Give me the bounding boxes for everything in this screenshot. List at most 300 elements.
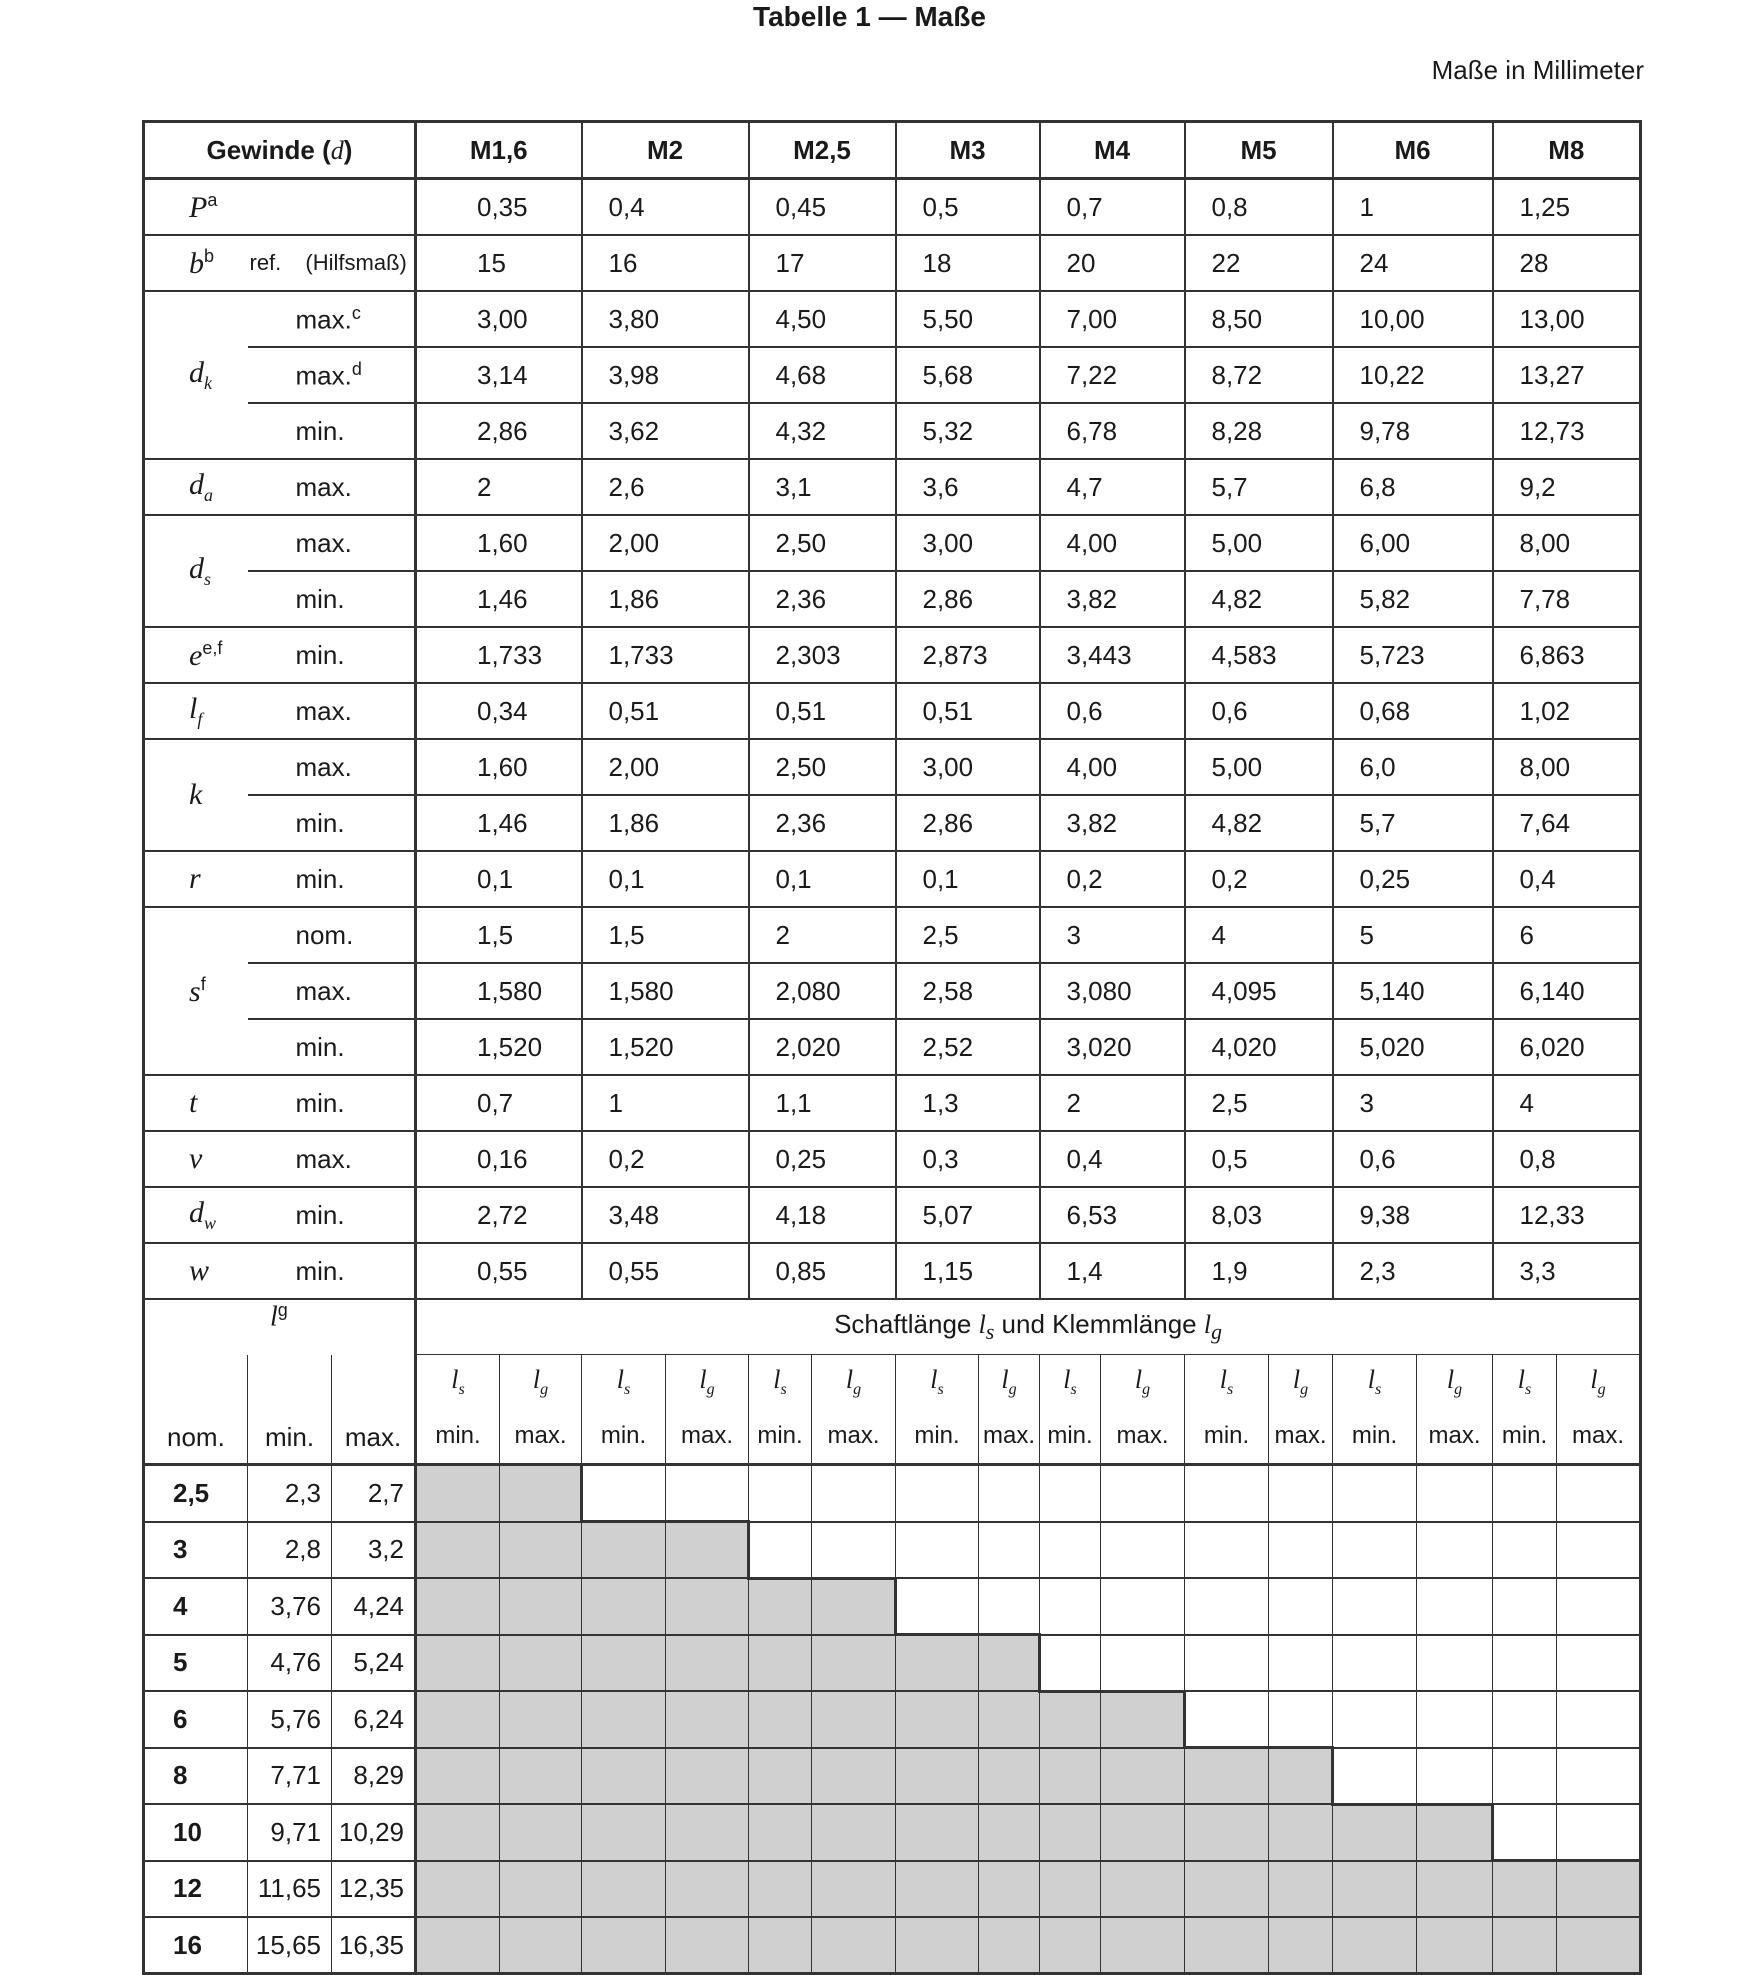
dimension-row	[144, 1131, 1641, 1187]
value-cell: 1,733	[582, 627, 749, 683]
shaded-cell	[749, 1748, 812, 1805]
shaded-cell	[1040, 1917, 1101, 1974]
shaded-cell	[666, 1522, 749, 1579]
value-cell: 13,27	[1519, 359, 1585, 390]
empty-cell	[1493, 1748, 1557, 1805]
shaded-cell	[749, 1578, 812, 1635]
value-cell: 1,5	[582, 907, 749, 963]
value-cell: 7,64	[1519, 807, 1571, 838]
value-cell: 2,080	[749, 963, 896, 1019]
symbol: P	[189, 190, 208, 224]
value-cell: 0,2	[1040, 851, 1185, 907]
shaded-cell	[416, 1917, 500, 1974]
empty-cell	[1417, 1635, 1493, 1692]
symbol-cell	[144, 179, 248, 236]
dimension-row	[144, 515, 1641, 571]
value-cell: 3,00	[896, 739, 1040, 795]
qualifier-cell	[248, 515, 416, 571]
lg-symbol: l	[699, 1365, 707, 1395]
qualifier-cell	[248, 963, 416, 1019]
qualifier-cell	[248, 627, 416, 683]
size-header: M5	[1185, 122, 1333, 179]
value-cell: 1,1	[749, 1075, 896, 1131]
ls-subscript: s	[624, 1381, 631, 1399]
qualifier-cell	[248, 235, 416, 291]
shaded-cell	[1185, 1861, 1269, 1918]
shaded-cell	[416, 1465, 500, 1522]
empty-cell	[1333, 1635, 1417, 1692]
value-cell: 6,020	[1519, 1031, 1585, 1062]
ls-min-label: min.	[416, 1409, 500, 1465]
shaded-cell	[979, 1748, 1040, 1805]
value-cell: 5,020	[1333, 1019, 1493, 1075]
value-cell: 6,0	[1333, 739, 1493, 795]
shaded-cell	[812, 1748, 896, 1805]
shaded-cell	[666, 1635, 749, 1692]
value-cell: 7,22	[1040, 347, 1185, 403]
value-cell: 1,520	[416, 1019, 582, 1075]
length-nom: 8	[173, 1760, 188, 1791]
empty-cell	[1101, 1635, 1185, 1692]
value-cell: 4	[1519, 1087, 1534, 1118]
shaded-cell	[416, 1804, 500, 1861]
value-cell: 2,020	[749, 1019, 896, 1075]
value-cell: 9,78	[1333, 403, 1493, 459]
lg-column-header	[500, 1355, 582, 1410]
value-cell: 3	[1040, 907, 1185, 963]
qualifier-superscript: d	[351, 358, 362, 379]
lg-symbol: l	[1292, 1365, 1301, 1395]
shaded-cell	[749, 1861, 812, 1918]
empty-cell	[1493, 1522, 1557, 1579]
lg-max-label: max.	[812, 1409, 896, 1465]
lg-column-header	[1417, 1355, 1493, 1410]
value-cell: 2	[1040, 1075, 1185, 1131]
length-max: 16,35	[332, 1917, 416, 1974]
length-max: 12,35	[332, 1861, 416, 1918]
value-cell: 0,7	[416, 1075, 582, 1131]
lg-symbol: l	[1446, 1365, 1455, 1395]
value-cell: 12,73	[1519, 415, 1585, 446]
qualifier: min.	[295, 1199, 345, 1230]
ls-symbol: l	[1367, 1365, 1375, 1395]
qualifier: min.	[295, 807, 345, 838]
lg-max-label: max.	[666, 1409, 749, 1465]
value-cell: 6	[1519, 919, 1534, 950]
qualifier-cell	[248, 739, 416, 795]
shaded-cell	[896, 1635, 979, 1692]
value-cell: 3,48	[582, 1187, 749, 1243]
lg-column-header	[1101, 1355, 1185, 1410]
lg-symbol: l	[1590, 1365, 1598, 1395]
symbol: t	[189, 1086, 198, 1119]
shaded-cell	[812, 1917, 896, 1974]
shaded-cell	[500, 1635, 582, 1692]
value-cell: 2,36	[749, 795, 896, 851]
shaded-cell	[1040, 1691, 1101, 1748]
shaded-cell	[666, 1804, 749, 1861]
shaded-cell	[582, 1917, 666, 1974]
length-min: 2,3	[248, 1465, 332, 1522]
dimension-row	[144, 403, 1641, 459]
value-cell: 0,2	[1185, 851, 1333, 907]
qualifier: min.	[295, 1087, 345, 1118]
value-cell: 3,443	[1040, 627, 1185, 683]
value-cell: 1,60	[416, 515, 582, 571]
value-cell: 3,3	[1519, 1255, 1556, 1286]
dimension-row	[144, 739, 1641, 795]
symbol: d	[189, 552, 204, 585]
ls-min-label: min.	[1493, 1409, 1557, 1465]
value-cell: 2,00	[582, 515, 749, 571]
value-cell: 0,45	[749, 179, 896, 236]
span-title-mid: und Klemmlänge	[994, 1308, 1204, 1339]
shaded-cell	[582, 1635, 666, 1692]
value-cell: 8,00	[1519, 527, 1571, 558]
dimension-row	[144, 963, 1641, 1019]
ls-symbol: l	[451, 1365, 459, 1395]
value-cell: 28	[1519, 247, 1549, 278]
length-min: 2,8	[248, 1522, 332, 1579]
symbol-cell	[144, 1075, 248, 1131]
gewinde-header	[144, 122, 416, 179]
empty-cell	[1333, 1578, 1417, 1635]
value-cell: 6,863	[1519, 639, 1585, 670]
qualifier: min.	[295, 583, 345, 614]
empty-cell	[1185, 1691, 1269, 1748]
value-cell: 8,50	[1185, 291, 1333, 347]
qualifier-cell	[248, 907, 416, 963]
ls-subscript: s	[1227, 1381, 1234, 1399]
shaded-cell	[1101, 1748, 1185, 1805]
empty-cell	[582, 1465, 666, 1522]
shaded-cell	[1333, 1804, 1417, 1861]
value-cell: 1,4	[1040, 1243, 1185, 1299]
length-header-row	[144, 1299, 1641, 1355]
dimension-row	[144, 1019, 1641, 1075]
shaded-cell	[500, 1804, 582, 1861]
shaded-cell	[1269, 1861, 1333, 1918]
shaded-cell	[979, 1861, 1040, 1918]
value-cell: 1,46	[416, 795, 582, 851]
value-cell: 3,14	[416, 347, 582, 403]
value-cell: 6,8	[1333, 459, 1493, 515]
value-cell: 4,68	[749, 347, 896, 403]
shaded-cell	[1185, 1917, 1269, 1974]
shaded-cell	[1269, 1748, 1333, 1805]
shaded-cell	[979, 1804, 1040, 1861]
symbol: d	[189, 1196, 204, 1229]
shaded-cell	[582, 1804, 666, 1861]
shaded-cell	[416, 1748, 500, 1805]
value-cell: 0,55	[582, 1243, 749, 1299]
length-row	[144, 1804, 1641, 1861]
qualifier: min.	[295, 639, 345, 670]
qualifier: max.	[295, 471, 352, 502]
value-cell: 0,1	[749, 851, 896, 907]
empty-cell	[1493, 1804, 1557, 1861]
shaded-cell	[500, 1861, 582, 1918]
value-cell: 2,3	[1333, 1243, 1493, 1299]
qualifier-cell	[248, 347, 416, 403]
value-cell: 0,4	[1040, 1131, 1185, 1187]
qualifier: max.	[295, 304, 352, 335]
dimension-row	[144, 179, 1641, 236]
shaded-cell	[666, 1748, 749, 1805]
shaded-cell	[500, 1578, 582, 1635]
shaded-cell	[666, 1861, 749, 1918]
span-title-text: Schaftlänge	[834, 1308, 979, 1339]
length-row	[144, 1465, 1641, 1522]
qualifier: max.	[295, 695, 352, 726]
ls-min-label: min.	[1333, 1409, 1417, 1465]
length-row	[144, 1635, 1641, 1692]
shaded-cell	[416, 1691, 500, 1748]
length-row	[144, 1691, 1641, 1748]
shaded-cell	[582, 1578, 666, 1635]
symbol-subscript: a	[204, 485, 213, 505]
symbol-cell	[144, 291, 248, 459]
lg-column-header	[979, 1355, 1040, 1410]
empty-cell	[666, 1465, 749, 1522]
qualifier: min.	[295, 1255, 345, 1286]
gewinde-variable: d	[330, 135, 344, 165]
dimensions-table	[142, 120, 1642, 1975]
value-cell: 2,303	[749, 627, 896, 683]
value-cell: 9,2	[1519, 471, 1556, 502]
lg-symbol: l	[1001, 1365, 1009, 1395]
qualifier: max.	[295, 751, 352, 782]
value-cell: 1,86	[582, 795, 749, 851]
qualifier-superscript: c	[351, 302, 361, 323]
empty-cell	[979, 1578, 1040, 1635]
ls-symbol: l	[773, 1365, 781, 1395]
symbol: r	[189, 862, 201, 895]
value-cell: 2,50	[749, 515, 896, 571]
lg-subscript: g	[1008, 1381, 1017, 1399]
shaded-cell	[1333, 1861, 1417, 1918]
value-cell: 3,82	[1040, 795, 1185, 851]
value-cell: 1,15	[896, 1243, 1040, 1299]
shaded-cell	[896, 1748, 979, 1805]
shaded-cell	[979, 1635, 1040, 1692]
value-cell: 5,00	[1185, 515, 1333, 571]
shaded-cell	[1493, 1917, 1557, 1974]
value-cell: 1,25	[1519, 191, 1571, 222]
empty-cell	[1269, 1578, 1333, 1635]
shaded-cell	[1101, 1804, 1185, 1861]
value-cell: 0,35	[416, 179, 582, 236]
value-cell: 4,7	[1040, 459, 1185, 515]
length-nom: 3	[173, 1534, 188, 1565]
shaded-cell	[749, 1635, 812, 1692]
value-cell: 0,4	[1519, 863, 1556, 894]
symbol-subscript: f	[197, 709, 203, 729]
value-cell: 0,2	[582, 1131, 749, 1187]
value-cell: 2,873	[896, 627, 1040, 683]
ls-subscript: s	[458, 1381, 465, 1399]
symbol-cell	[144, 739, 248, 851]
min-header: min.	[248, 1355, 332, 1465]
dimension-row	[144, 291, 1641, 347]
value-cell: 6,78	[1040, 403, 1185, 459]
empty-cell	[1185, 1578, 1269, 1635]
empty-cell	[1557, 1804, 1641, 1861]
value-cell: 4,00	[1040, 515, 1185, 571]
empty-cell	[1557, 1635, 1641, 1692]
symbol-cell	[144, 907, 248, 1075]
shaded-cell	[1101, 1861, 1185, 1918]
value-cell: 3,020	[1040, 1019, 1185, 1075]
ls-column-header	[416, 1355, 500, 1410]
value-cell: 3	[1333, 1075, 1493, 1131]
dimension-row	[144, 851, 1641, 907]
shaded-cell	[500, 1748, 582, 1805]
ls-subscript: s	[1070, 1381, 1077, 1399]
empty-cell	[749, 1465, 812, 1522]
value-cell: 0,1	[582, 851, 749, 907]
value-cell: 0,8	[1519, 1143, 1556, 1174]
value-cell: 7,00	[1040, 291, 1185, 347]
dimension-row	[144, 235, 1641, 291]
lg-subscript: g	[1142, 1381, 1151, 1399]
symbol-superscript: a	[207, 189, 218, 210]
value-cell: 2,36	[749, 571, 896, 627]
symbol: e	[189, 638, 203, 672]
size-header: M6	[1333, 122, 1493, 179]
shaded-cell	[1493, 1861, 1557, 1918]
shaded-cell	[896, 1691, 979, 1748]
shaded-cell	[812, 1635, 896, 1692]
empty-cell	[1185, 1522, 1269, 1579]
qualifier-cell	[248, 179, 416, 236]
empty-cell	[1040, 1522, 1101, 1579]
value-cell: 1,60	[416, 739, 582, 795]
shaded-cell	[1101, 1917, 1185, 1974]
empty-cell	[1269, 1465, 1333, 1522]
lg-max-label: max.	[1557, 1409, 1641, 1465]
shaded-cell	[416, 1635, 500, 1692]
length-span-title	[416, 1299, 1641, 1355]
lg-max-label: max.	[1269, 1409, 1333, 1465]
length-min: 9,71	[248, 1804, 332, 1861]
empty-cell	[1557, 1578, 1641, 1635]
shaded-cell	[749, 1691, 812, 1748]
value-cell: 13,00	[1519, 303, 1585, 334]
shaded-cell	[1417, 1861, 1493, 1918]
dimension-row	[144, 1075, 1641, 1131]
value-cell: 4,020	[1185, 1019, 1333, 1075]
empty-cell	[1040, 1578, 1101, 1635]
value-cell: 8,72	[1185, 347, 1333, 403]
value-cell: 5,07	[896, 1187, 1040, 1243]
lg-max-label: max.	[979, 1409, 1040, 1465]
qualifier-cell	[248, 291, 416, 347]
length-min: 4,76	[248, 1635, 332, 1692]
ls-symbol: l	[1219, 1365, 1227, 1395]
shaded-cell	[1269, 1804, 1333, 1861]
symbol: l	[189, 692, 198, 725]
value-cell: 0,6	[1185, 683, 1333, 739]
length-max: 3,2	[332, 1522, 416, 1579]
empty-cell	[1493, 1465, 1557, 1522]
lg-symbol: l	[532, 1365, 541, 1395]
qualifier: max.	[295, 975, 352, 1006]
empty-cell	[1557, 1522, 1641, 1579]
ls-symbol: l	[930, 1365, 938, 1395]
ls-min-label: min.	[1040, 1409, 1101, 1465]
empty-cell	[1557, 1691, 1641, 1748]
value-cell: 8,03	[1185, 1187, 1333, 1243]
shaded-cell	[1417, 1804, 1493, 1861]
value-cell: 3,98	[582, 347, 749, 403]
shaded-cell	[979, 1691, 1040, 1748]
length-max: 4,24	[332, 1578, 416, 1635]
shaded-cell	[812, 1691, 896, 1748]
lg-symbol: l	[845, 1365, 854, 1395]
value-cell: 24	[1333, 235, 1493, 291]
lg-subscript: g	[1211, 1320, 1222, 1345]
dimension-row	[144, 627, 1641, 683]
length-max: 8,29	[332, 1748, 416, 1805]
qualifier-note: (Hilfsmaß)	[305, 250, 407, 275]
value-cell: 0,68	[1333, 683, 1493, 739]
ls-column-header	[1040, 1355, 1101, 1410]
symbol-cell	[144, 627, 248, 683]
symbol-superscript: b	[204, 245, 215, 266]
header-row	[144, 122, 1641, 179]
qualifier-cell	[248, 571, 416, 627]
length-row	[144, 1917, 1641, 1974]
shaded-cell	[812, 1861, 896, 1918]
value-cell: 2	[416, 459, 582, 515]
value-cell: 10,00	[1333, 291, 1493, 347]
lg-subscript: g	[1454, 1381, 1463, 1399]
value-cell: 5,50	[896, 291, 1040, 347]
length-max: 6,24	[332, 1691, 416, 1748]
qualifier-cell	[248, 851, 416, 907]
ls-subscript: s	[1525, 1381, 1532, 1399]
lg-column-header	[1557, 1355, 1641, 1410]
length-max: 5,24	[332, 1635, 416, 1692]
value-cell: 0,16	[416, 1131, 582, 1187]
qualifier-cell	[248, 459, 416, 515]
shaded-cell	[666, 1578, 749, 1635]
lg-symbol: l	[1134, 1365, 1143, 1395]
shaded-cell	[896, 1917, 979, 1974]
symbol-cell	[144, 515, 248, 627]
shaded-cell	[582, 1691, 666, 1748]
dimension-row	[144, 1243, 1641, 1299]
symbol-cell	[144, 1131, 248, 1187]
symbol-subscript: k	[204, 373, 212, 393]
symbol: k	[189, 778, 203, 811]
length-max: 10,29	[332, 1804, 416, 1861]
ls-subscript: s	[1375, 1381, 1382, 1399]
empty-cell	[896, 1522, 979, 1579]
empty-cell	[1493, 1691, 1557, 1748]
lg-symbol: l	[1203, 1309, 1212, 1339]
empty-cell	[1269, 1522, 1333, 1579]
symbol-cell	[144, 851, 248, 907]
symbol: d	[189, 356, 204, 389]
empty-cell	[1333, 1691, 1417, 1748]
symbol: v	[189, 1142, 203, 1175]
value-cell: 5,82	[1333, 571, 1493, 627]
size-header: M2,5	[749, 122, 896, 179]
value-cell: 0,55	[416, 1243, 582, 1299]
ls-column-header	[749, 1355, 812, 1410]
